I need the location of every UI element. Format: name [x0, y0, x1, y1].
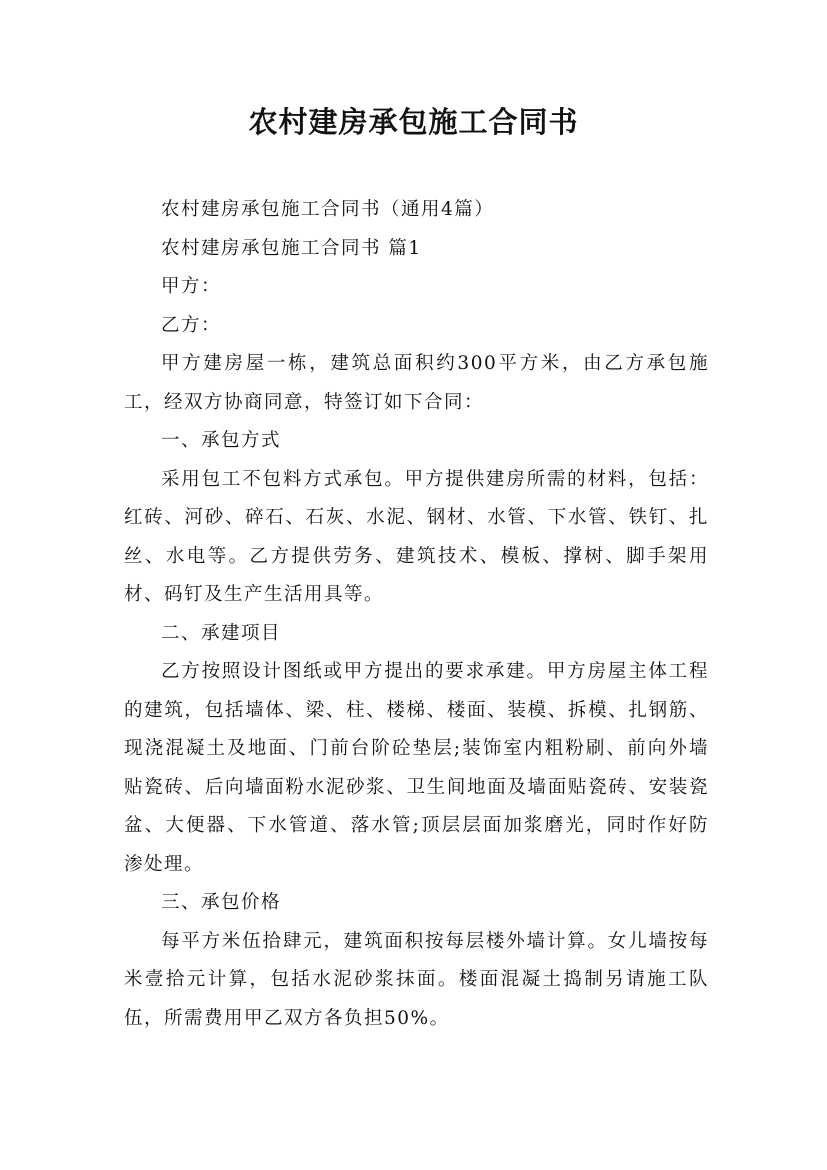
- document-body: [124, 191, 709, 1038]
- paragraph-party-b: 乙方：: [161, 314, 222, 336]
- section-heading-construction-items: 二、承建项目: [161, 622, 282, 644]
- section-heading-contract-method: 一、承包方式: [161, 430, 282, 451]
- paragraph-party-a: 甲方：: [161, 276, 222, 297]
- paragraph-contract-method: 采用包工不包料方式承包。甲方提供建房所需的材料，包括：红砖、河砂、碎石、石灰、水泥、钢材、水管、下水管、铁钉、扎丝、水电等。乙方提供劳务、建筑技术、模板、撑树、脚手架用材、码钉及生产生活用具等。: [124, 468, 709, 605]
- paragraph-intro: 甲方建房屋一栋，建筑总面积约300平方米，由乙方承包施工，经双方协商同意，特签订如下合同：: [124, 353, 709, 413]
- section-heading-contract-price: 三、承包价格: [161, 892, 282, 913]
- paragraph-contract-price: 每平方米伍拾肆元，建筑面积按每层楼外墙计算。女儿墙按每米壹拾元计算，包括水泥砂浆抹面。楼面混凝土捣制另请施工队伍，所需费用甲乙双方各负担50%。: [124, 930, 709, 1029]
- paragraph-collection-title: 农村建房承包施工合同书（通用4篇）: [161, 199, 495, 220]
- paragraph-part-title: 农村建房承包施工合同书 篇1: [161, 237, 422, 259]
- paragraph-construction-items: 乙方按照设计图纸或甲方提出的要求承建。甲方房屋主体工程的建筑，包括墙体、梁、柱、楼梯、楼面、装模、拆模、扎钢筋、现浇混凝土及地面、门前台阶砼垫层;装饰室内粗粉刷、前向外墙贴瓷砖、后向墙面粉水泥砂浆、卫生间地面及墙面贴瓷砖、安装瓷盆、大便器、下水管道、落水管;顶层层面加浆磨光，同时作好防渗处理。: [124, 661, 709, 875]
- document-title: 农村建房承包施工合同书: [248, 105, 579, 139]
